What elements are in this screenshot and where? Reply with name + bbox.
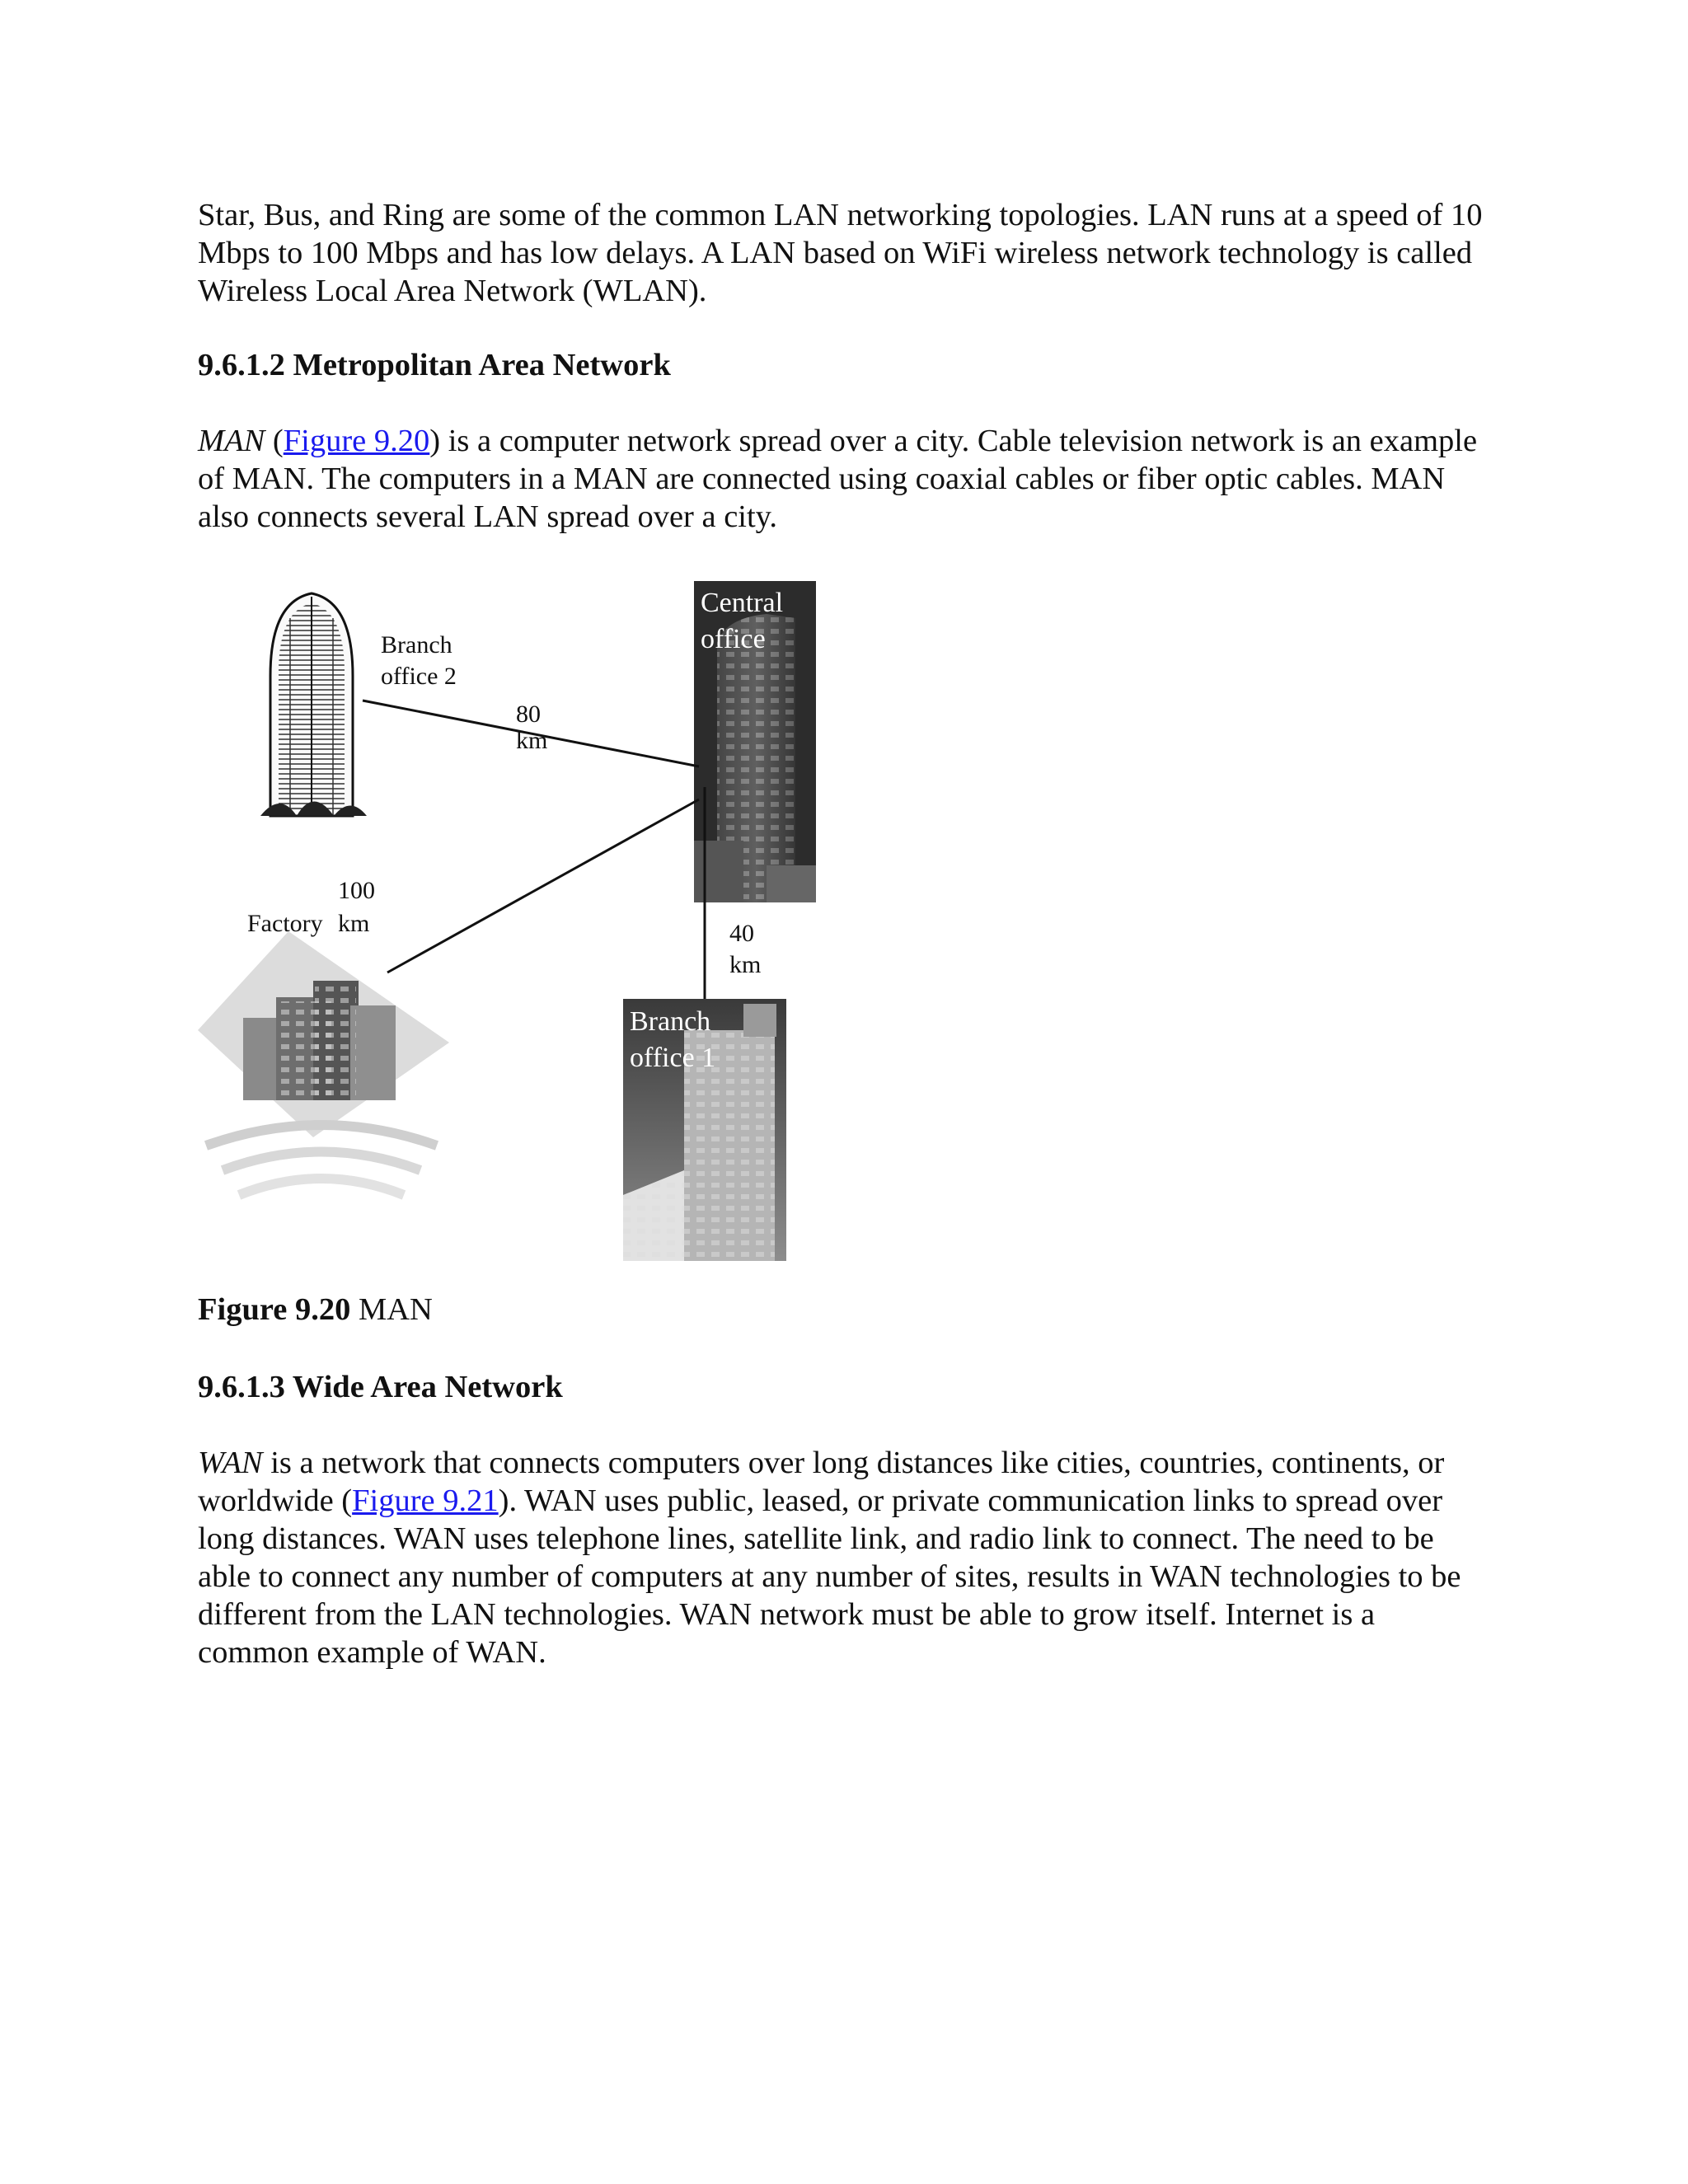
distance-80-unit: km [516,727,548,754]
distance-40-unit: km [729,951,762,978]
central-office-label-2: office [701,624,766,654]
man-open-paren: ( [265,424,284,458]
man-paragraph [198,422,1484,536]
branch-office-2-label-2: office 2 [381,663,457,690]
factory-label: Factory [247,910,323,937]
figure-caption-text: MAN [350,1292,433,1327]
man-text: ) is a computer network spread over a city. Cable television network is an example of MAN. The computers in a MAN are connected using coaxial cables or fiber optic cables. MAN also connects several LAN spread over a city. [198,424,1478,534]
distance-100-value: 100 [338,877,375,904]
factory-building [198,931,449,1195]
central-office-label-1: Central [701,588,784,618]
wan-paragraph [198,1444,1484,1671]
distance-80-value: 80 [516,701,541,728]
distance-40-value: 40 [729,920,754,947]
man-diagram [190,569,849,1261]
branch-office-1-building [623,999,786,1261]
branch-office-2-label-1: Branch [381,631,452,658]
figure-9-20-link[interactable]: Figure 9.20 [283,424,430,458]
man-figure [190,569,849,1261]
link-factory-central [387,799,699,972]
branch-office-2-building [260,593,367,816]
distance-100-unit: km [338,910,370,937]
wan-text: ). WAN uses public, leased, or private communication links to spread over long distances. WAN uses telephone lines, satellite link, and radio link to connect. The need to be able to connect any number of computers at any number of sites, results in WAN technologies to be different from the LAN technologies. WAN network must be able to grow itself. Internet is a common example of WAN. [198,1483,1461,1670]
wan-section-heading: 9.6.1.3 Wide Area Network [198,1370,563,1404]
wan-text-before: is a network that connects computers over long distances like cities, countries, continents, or worldwide ( [198,1446,1445,1518]
wan-term: WAN [198,1446,263,1480]
figure-caption-label: Figure 9.20 [198,1292,351,1327]
branch-office-1-label-2: office 1 [630,1043,716,1073]
intro-paragraph: Star, Bus, and Ring are some of the common LAN networking topologies. LAN runs at a speed of 10 Mbps to 100 Mbps and has low delays. A LAN based on WiFi wireless network technology is called Wireless Local Area Network (WLAN). [198,198,1483,308]
branch-office-1-label-1: Branch [630,1006,711,1037]
figure-caption [198,1291,433,1329]
man-section-heading: 9.6.1.2 Metropolitan Area Network [198,348,671,382]
figure-9-21-link[interactable]: Figure 9.21 [352,1483,499,1518]
man-term: MAN [198,424,265,458]
